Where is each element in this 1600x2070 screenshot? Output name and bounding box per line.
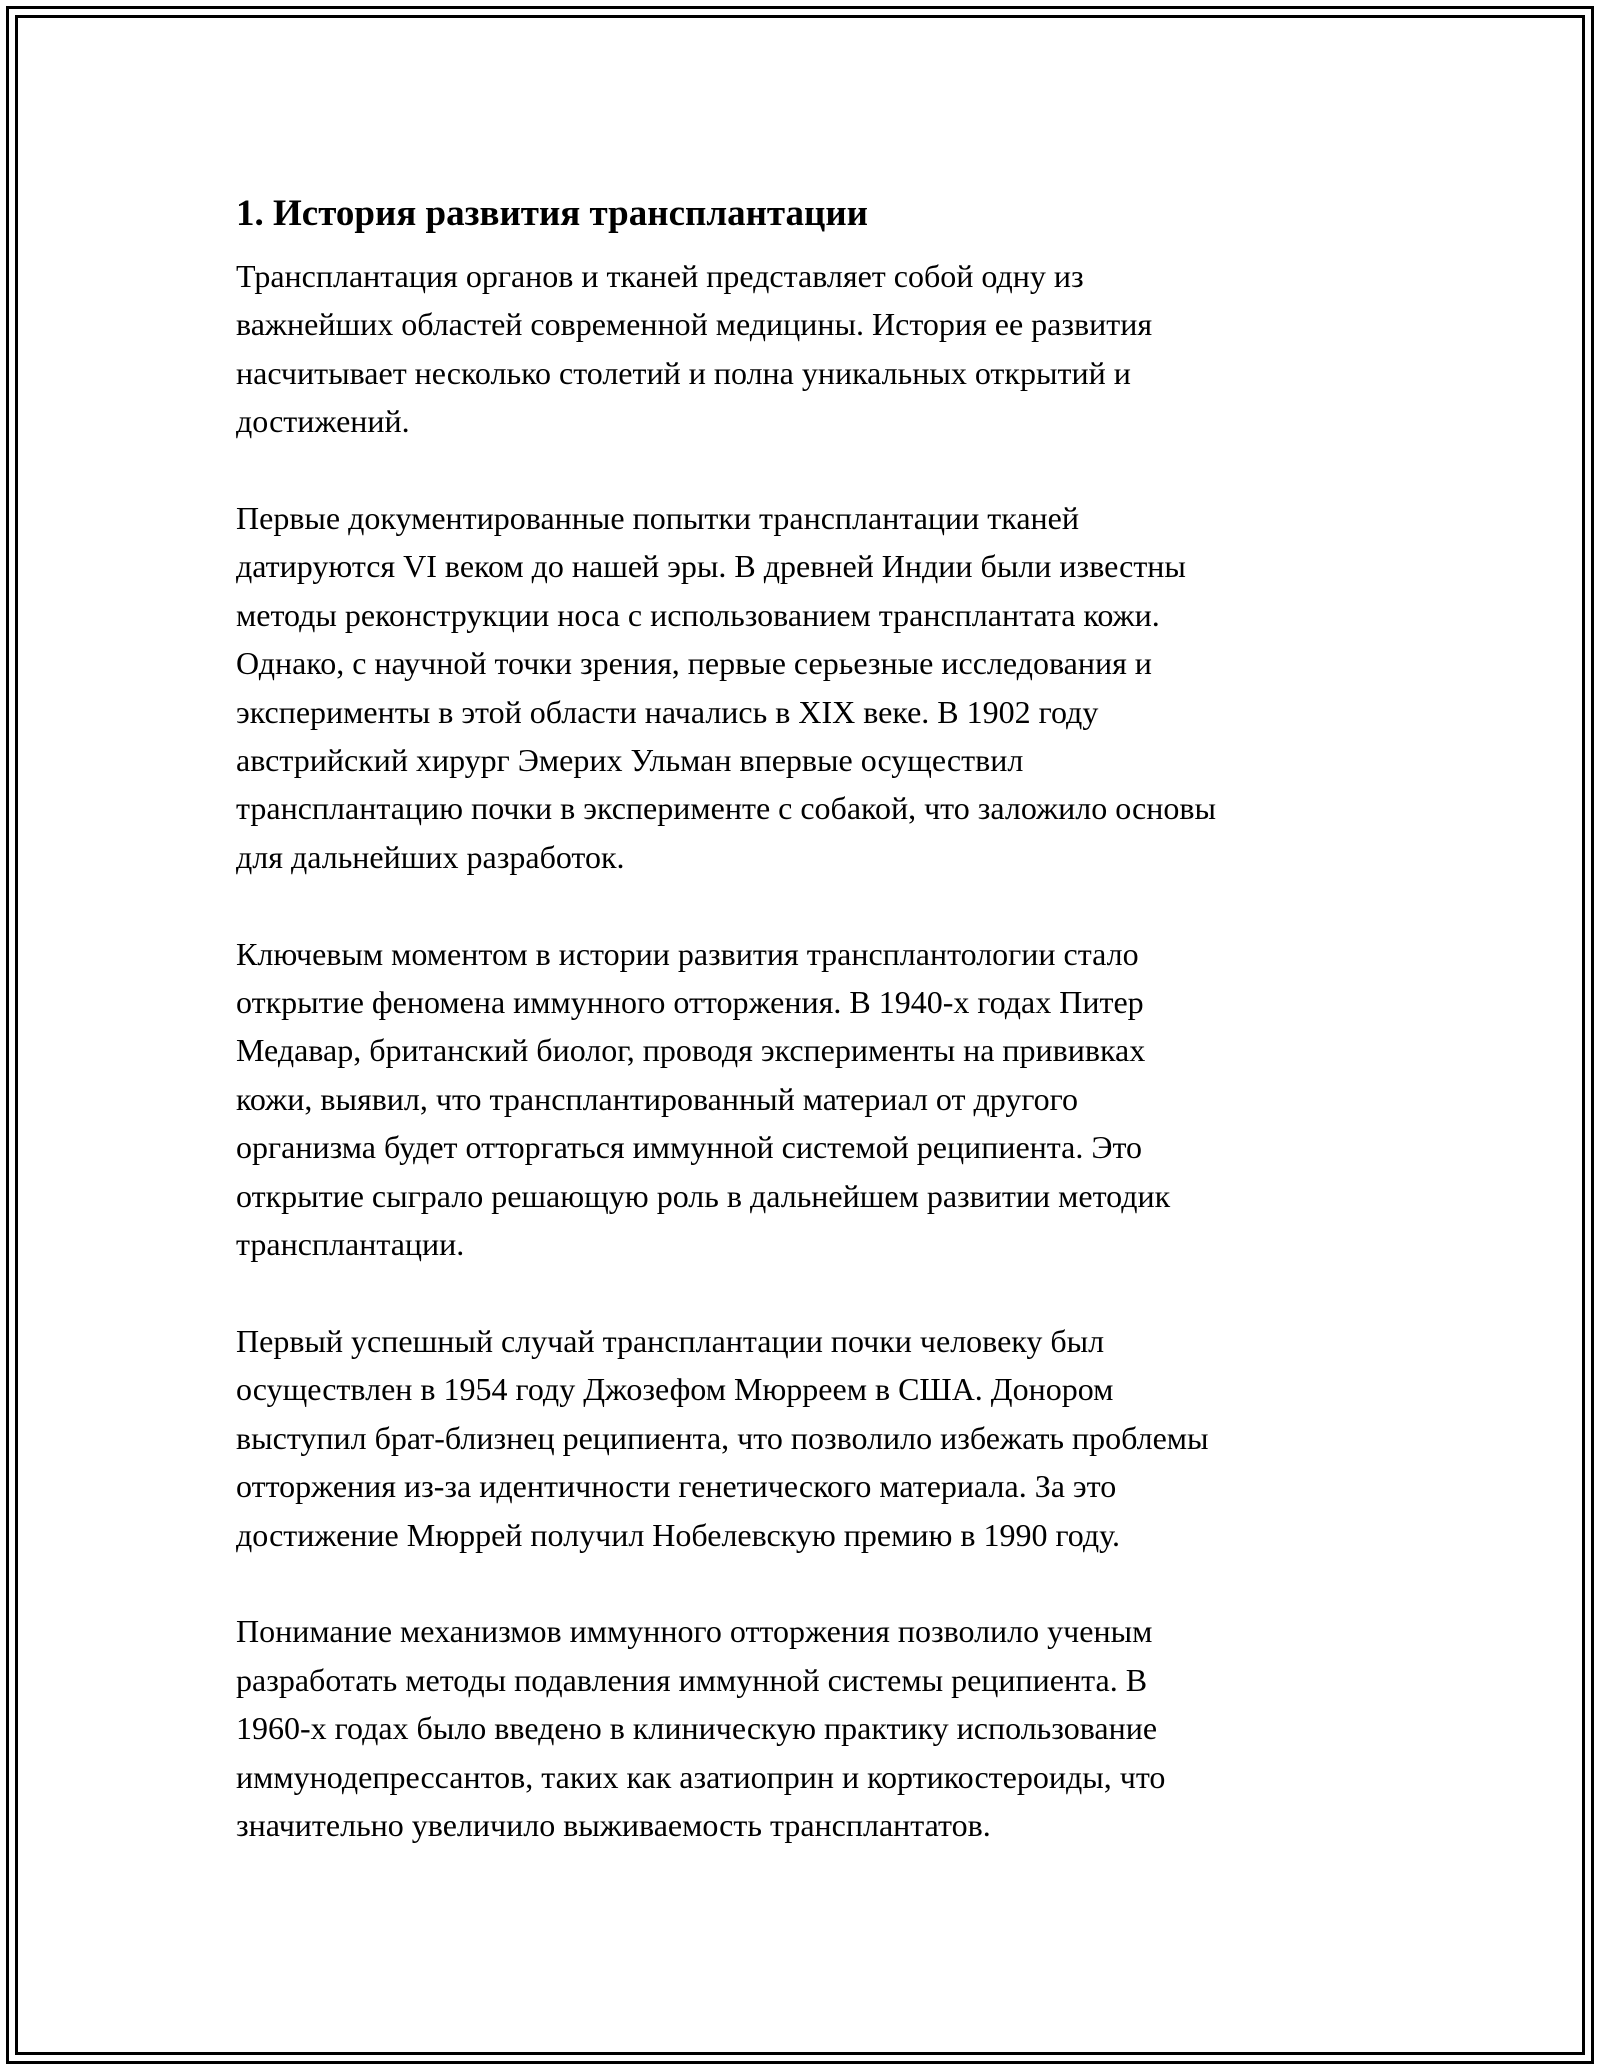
- paragraph-intro: Трансплантация органов и тканей представляет собой одну из важнейших областей современной медицины. История ее развития насчитывает несколько столетий и полна уникальных открытий и достижений.: [236, 258, 1153, 440]
- paragraph-immunosuppressants: Понимание механизмов иммунного отторжения позволило ученым разработать методы подавления иммунной системы реципиента. В 1960-х годах было введено в клиническую практику использование иммунодепрессантов, таких как азатиоприн и кортикостероиды, что значительно увеличило выживаемость трансплантатов.: [236, 1613, 1166, 1843]
- paragraph-immune-rejection: Ключевым моментом в истории развития трансплантологии стало открытие феномена иммунного отторжения. В 1940-х годах Питер Медавар, британский биолог, проводя эксперименты на прививках кожи, выявил, что трансплантированный материал от другого организма будет отторгаться иммунной системой реципиента. Это открытие сыграло решающую роль в дальнейшем развитии методик трансплантации.: [236, 935, 1171, 1263]
- paragraph-first-kidney-transplant: Первый успешный случай трансплантации почки человеку был осуществлен в 1954 году Джозефом Мюрреем в США. Донором выступил брат-близнец реципиента, что позволило избежать проблемы отторжения из-за идентичности генетического материала. За это достижение Мюррей получил Нобелевскую премию в 1990 году.: [236, 1322, 1209, 1553]
- document-body: [236, 186, 1376, 1849]
- paragraph-early-attempts: Первые документированные попытки трансплантации тканей датируются VI веком до нашей эры. В древней Индии были известны методы реконструкции носа с использованием трансплантата кожи. Однако, с научной точки зрения, первые серьезные исследования и эксперименты в этой области начались в XIX веке. В 1902 году австрийский хирург Эмерих Ульман впервые осуществил трансплантацию почки в эксперименте с собакой, что заложило основы для дальнейших разработок.: [236, 500, 1216, 875]
- section-heading: 1. История развития трансплантации: [236, 193, 868, 234]
